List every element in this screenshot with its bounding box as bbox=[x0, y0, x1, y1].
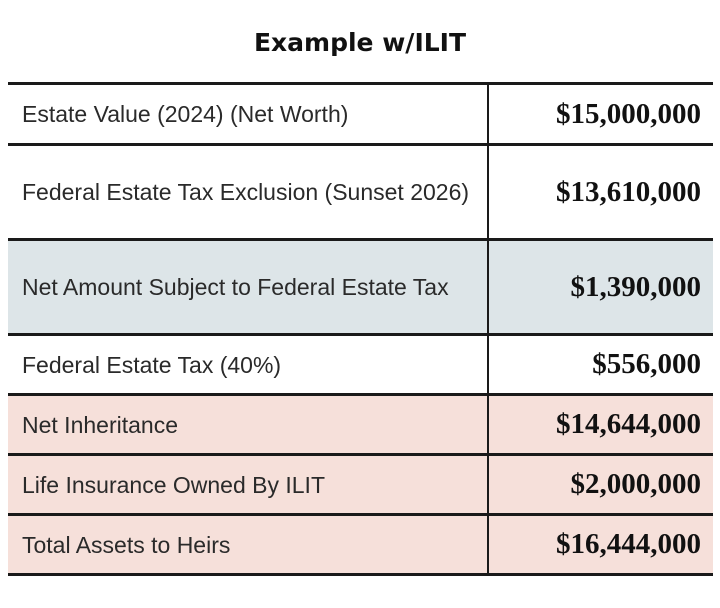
row-label: Federal Estate Tax Exclusion (Sunset 2026) bbox=[8, 146, 489, 238]
row-value: $556,000 bbox=[592, 348, 701, 380]
row-value: $13,610,000 bbox=[556, 175, 701, 208]
row-label: Net Inheritance bbox=[8, 396, 489, 453]
row-value: $15,000,000 bbox=[556, 97, 701, 130]
row-label: Federal Estate Tax (40%) bbox=[8, 336, 489, 393]
table-row-federal-estate-tax bbox=[8, 336, 713, 396]
row-value: $16,444,000 bbox=[556, 528, 701, 560]
row-value: $1,390,000 bbox=[570, 270, 701, 303]
row-value: $14,644,000 bbox=[556, 408, 701, 440]
row-value: $2,000,000 bbox=[570, 468, 701, 500]
table-row-life-insurance bbox=[8, 456, 713, 516]
table-row-exclusion bbox=[8, 146, 713, 241]
row-label: Net Amount Subject to Federal Estate Tax bbox=[8, 241, 489, 333]
row-label: Estate Value (2024) (Net Worth) bbox=[8, 85, 489, 143]
estate-table bbox=[8, 82, 713, 576]
table-row-total-assets bbox=[8, 516, 713, 576]
table-row-net-amount-subject bbox=[8, 241, 713, 336]
row-label: Life Insurance Owned By ILIT bbox=[8, 456, 489, 513]
row-label: Total Assets to Heirs bbox=[8, 516, 489, 573]
table-row-net-inheritance bbox=[8, 396, 713, 456]
table-title: Example w/ILIT bbox=[253, 28, 467, 57]
table-row-estate-value bbox=[8, 85, 713, 146]
